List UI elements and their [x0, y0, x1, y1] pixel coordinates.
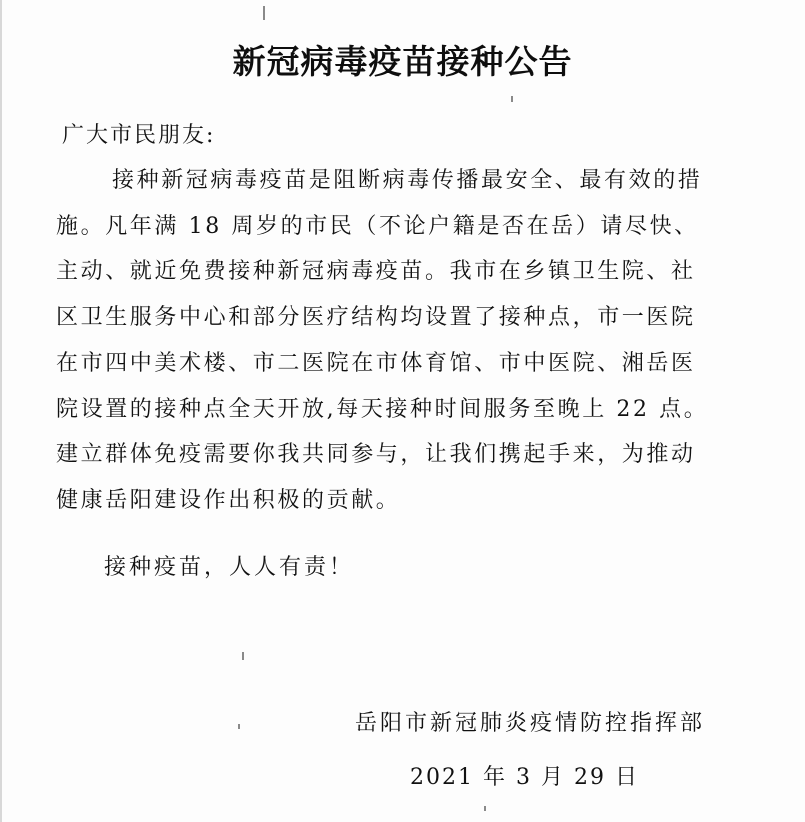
scan-speck [484, 806, 486, 811]
scan-speck [242, 652, 244, 660]
body-line: 主动、就近免费接种新冠病毒疫苗。我市在乡镇卫生院、社 [56, 259, 696, 285]
scan-speck [238, 724, 240, 729]
issuer-signature: 岳阳市新冠肺炎疫情防控指挥部 [354, 711, 705, 736]
body-line: 健康岳阳建设作出积极的贡献。 [56, 487, 401, 513]
body-line: 建立群体免疫需要你我共同参与，让我们携起手来，为推动 [56, 442, 696, 468]
scan-edge [0, 0, 2, 822]
salutation: 广大市民朋友: [62, 123, 216, 148]
body-line: 接种新冠病毒疫苗是阻断病毒传播最安全、最有效的措 [112, 168, 703, 193]
body-line: 施。凡年满 18 周岁的市民（不论户籍是否在岳）请尽快、 [56, 213, 699, 239]
notice-body [56, 158, 746, 524]
body-line: 在市四中美术楼、市二医院在市体育馆、市中医院、湘岳医 [56, 350, 696, 376]
issue-date: 2021 年 3 月 29 日 [410, 765, 639, 790]
notice-title: 新冠病毒疫苗接种公告 [232, 42, 573, 81]
body-line: 区卫生服务中心和部分医疗结构均设置了接种点，市一医院 [56, 305, 696, 331]
scan-speck [263, 6, 265, 20]
slogan: 接种疫苗，人人有责！ [104, 555, 355, 580]
body-line: 院设置的接种点全天开放,每天接种时间服务至晚上 22 点。 [56, 396, 709, 422]
scan-speck [511, 96, 513, 102]
